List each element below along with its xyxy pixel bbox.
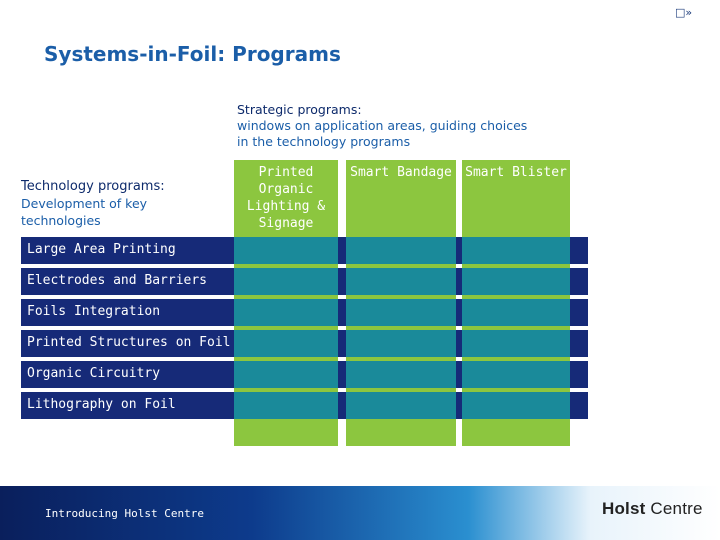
matrix-cell <box>462 237 570 264</box>
technology-row-large-area-printing <box>21 237 588 264</box>
logo-bold-text: Holst <box>602 499 646 518</box>
technology-row-label: Electrodes and Barriers <box>27 273 208 288</box>
technology-row-label: Organic Circuitry <box>27 366 161 381</box>
holst-centre-logo <box>602 499 703 519</box>
matrix-cell <box>462 392 570 419</box>
corner-navigation-icon[interactable]: □» <box>675 6 693 19</box>
matrix-cell <box>462 330 570 357</box>
matrix-cell <box>234 268 338 295</box>
strategic-column-label: Smart Blister <box>465 165 567 180</box>
strategic-column-label: Printed Organic Lighting & Signage <box>246 165 326 231</box>
technology-row-label: Printed Structures on Foil <box>27 335 231 350</box>
matrix-cell <box>234 392 338 419</box>
matrix-cell <box>234 299 338 326</box>
matrix-cell <box>234 361 338 388</box>
technology-row-foils-integration <box>21 299 588 326</box>
technology-row-lithography-on-foil <box>21 392 588 419</box>
strategic-column-label: Smart Bandage <box>350 165 452 180</box>
technology-row-organic-circuitry <box>21 361 588 388</box>
footer-caption: Introducing Holst Centre <box>45 507 204 520</box>
technology-programs-heading: Technology programs: <box>21 179 165 194</box>
strategic-programs-description: windows on application areas, guiding choices in the technology programs <box>237 118 528 149</box>
matrix-cell <box>462 361 570 388</box>
matrix-cell <box>346 299 456 326</box>
technology-row-electrodes-and-barriers <box>21 268 588 295</box>
matrix-cell <box>462 268 570 295</box>
matrix-cell <box>346 330 456 357</box>
technology-row-printed-structures-on-foil <box>21 330 588 357</box>
technology-row-label: Foils Integration <box>27 304 161 319</box>
strategic-programs-text <box>237 102 537 150</box>
matrix-cell <box>234 237 338 264</box>
matrix-cell <box>462 299 570 326</box>
technology-programs-description: Development of key technologies <box>21 196 148 228</box>
matrix-cell <box>234 330 338 357</box>
logo-regular-text: Centre <box>645 499 703 518</box>
matrix-cell <box>346 361 456 388</box>
matrix-cell <box>346 237 456 264</box>
matrix-cell <box>346 268 456 295</box>
matrix-cell <box>346 392 456 419</box>
strategic-programs-heading: Strategic programs: <box>237 102 362 117</box>
slide-title: Systems-in-Foil: Programs <box>44 42 341 66</box>
technology-row-label: Large Area Printing <box>27 242 176 257</box>
technology-row-label: Lithography on Foil <box>27 397 176 412</box>
